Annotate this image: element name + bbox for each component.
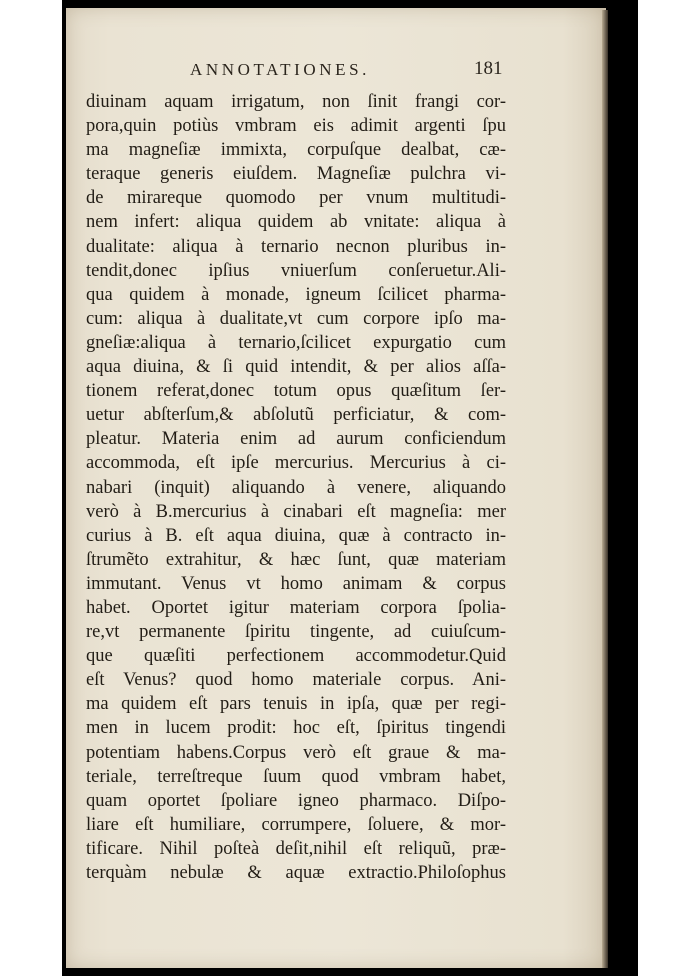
text-line: qua quidem à monade, igneum ſcilicet pharma- [86, 284, 506, 305]
running-head: ANNOTATIONES. [190, 60, 371, 79]
text-line: tionem referat,donec totum opus quæſitum ſer- [86, 381, 506, 402]
text-line: curius à B. eſt aqua diuina, quæ à contracto in- [86, 525, 506, 546]
page-number: 181 [474, 58, 503, 79]
text-line: dualitate: aliqua à ternario necnon pluribus in- [86, 236, 506, 257]
text-line: tificare. Nihil poſteà deſit,nihil eſt reliquũ, præ- [86, 838, 506, 859]
text-line: verò à B.mercurius à cinabari eſt magneſia: mer [86, 501, 506, 522]
text-line: diuinam aquam irrigatum, non ſinit frangi cor- [86, 92, 506, 112]
text-line: uetur abſterſum,& abſolutũ perficiatur, & com- [86, 405, 506, 426]
text-line: nem infert: aliqua quidem ab vnitate: aliqua à [86, 212, 506, 233]
text-line: eſt Venus? quod homo materiale corpus. Ani- [86, 670, 506, 691]
text-line: gneſiæ:aliqua à ternario,ſcilicet expurgatio cum [86, 332, 506, 353]
text-line: re,vt permanente ſpiritu tingente, ad cuiuſcum- [86, 622, 506, 643]
text-line: cum: aliqua à dualitate,vt cum corpore ipſo ma- [86, 308, 506, 329]
body-text [86, 90, 506, 885]
text-line: ma magneſiæ immixta, corpuſque dealbat, cæ- [86, 140, 506, 161]
text-line: immutant. Venus vt homo animam & corpus [86, 573, 506, 594]
text-line: teraque generis eiuſdem. Magneſiæ pulchra vi- [86, 164, 506, 185]
text-line: que quæſiti perfectionem accommodetur.Quid [86, 646, 506, 667]
text-line: de mirareque quomodo per vnum multitudi- [86, 188, 506, 209]
text-line: ma quidem eſt pars tenuis in ipſa, quæ per regi- [86, 694, 506, 715]
text-line: teriale, terreſtreque ſuum quod vmbram habet, [86, 766, 506, 787]
text-line: men in lucem prodit: hoc eſt, ſpiritus tingendi [86, 718, 506, 739]
text-line: liare eſt humiliare, corrumpere, ſoluere, & mor- [86, 814, 506, 835]
text-line: pora,quin potiùs vmbram eis adimit argenti ſpu [86, 116, 506, 137]
text-line: accommoda, eſt ipſe mercurius. Mercurius à ci- [86, 453, 506, 474]
text-line: ſtrumẽto extrahitur, & hæc ſunt, quæ materiam [86, 549, 506, 570]
page-edge-shadow [602, 10, 608, 968]
text-line: aqua diuina, & ſi quid intendit, & per alios aſſa- [86, 357, 506, 378]
text-line: nabari (inquit) aliquando à venere, aliquando [86, 477, 506, 498]
text-line: potentiam habens.Corpus verò eſt graue & ma- [86, 742, 506, 763]
text-line: habet. Oportet igitur materiam corpora ſpolia- [86, 597, 506, 618]
text-line: tendit,donec ipſius vniuerſum conſeruetur.Ali- [86, 260, 506, 281]
text-line: quam oportet ſpoliare igneo pharmaco. Diſpo- [86, 790, 506, 811]
text-line: pleatur. Materia enim ad aurum conficiendum [86, 429, 506, 450]
text-line: terquàm nebulæ & aquæ extractio.Philoſophus [86, 863, 506, 883]
